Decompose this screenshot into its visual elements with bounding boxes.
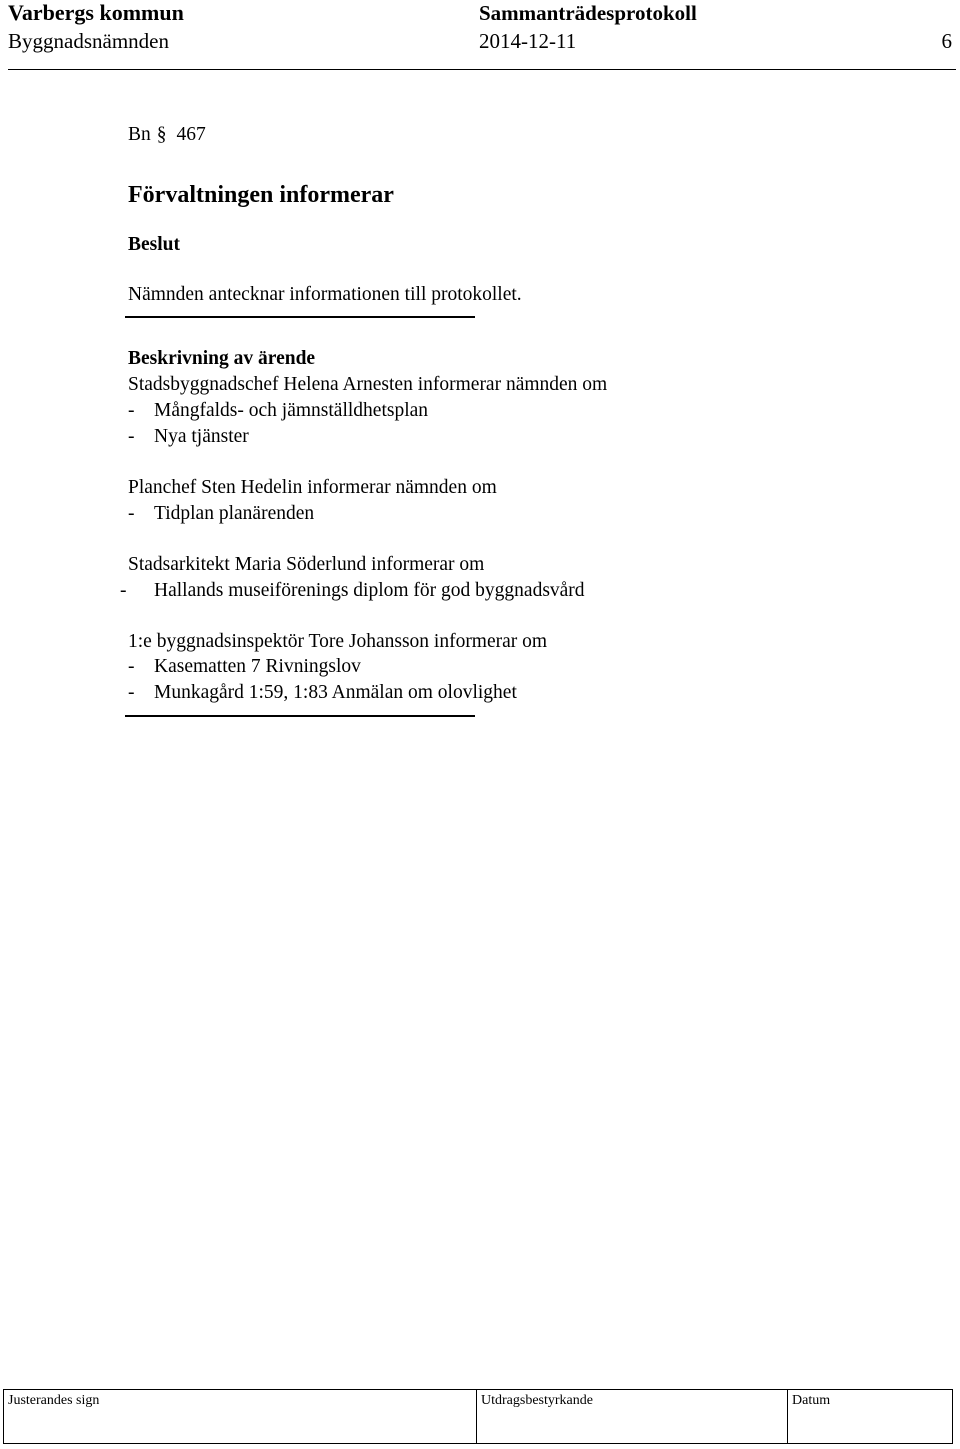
sign-label: Justerandes sign	[8, 1393, 100, 1408]
signature-table	[3, 1389, 953, 1444]
bullet-dash: -	[128, 682, 135, 703]
case-number-value: 467	[176, 124, 206, 145]
sign-cell	[4, 1390, 477, 1443]
document-type: Sammanträdesprotokoll	[479, 1, 697, 25]
list-item	[128, 501, 314, 526]
certify-cell	[477, 1390, 788, 1443]
section-symbol: §	[156, 124, 167, 145]
date-label: Datum	[792, 1393, 831, 1408]
list-item	[120, 578, 585, 603]
list-item-text: Nya tjänster	[154, 426, 249, 447]
bullet-dash: -	[128, 400, 135, 421]
description-divider	[125, 715, 475, 717]
list-item-text: Hallands museiförenings diplom för god byggnadsvård	[154, 580, 585, 601]
list-item-text: Kasematten 7 Rivningslov	[154, 656, 361, 677]
group-2-intro: Planchef Sten Hedelin informerar nämnden om	[128, 477, 497, 498]
bullet-dash: -	[120, 580, 127, 601]
group-3-intro: Stadsarkitekt Maria Söderlund informerar om	[128, 554, 485, 575]
decision-text: Nämnden antecknar informationen till protokollet.	[128, 284, 522, 305]
bullet-dash: -	[128, 503, 135, 524]
decision-divider	[125, 316, 475, 318]
header-divider	[8, 69, 956, 70]
certify-label: Utdragsbestyrkande	[481, 1393, 593, 1408]
department-name: Byggnadsnämnden	[8, 29, 169, 53]
group-1-intro: Stadsbyggnadschef Helena Arnesten informerar nämnden om	[128, 374, 608, 395]
description-heading: Beskrivning av ärende	[128, 348, 316, 369]
case-number	[128, 122, 206, 147]
case-prefix: Bn	[128, 124, 151, 145]
list-item-text: Tidplan planärenden	[154, 503, 315, 524]
page-number: 6	[941, 29, 952, 53]
organization-name: Varbergs kommun	[8, 0, 184, 25]
bullet-dash: -	[128, 656, 135, 677]
list-item	[128, 398, 428, 423]
group-4-intro: 1:e byggnadsinspektör Tore Johansson informerar om	[128, 631, 548, 652]
list-item-text: Mångfalds- och jämnställdhetsplan	[154, 400, 429, 421]
list-item	[128, 654, 361, 679]
meeting-date: 2014-12-11	[479, 29, 577, 53]
list-item	[128, 680, 517, 705]
section-title: Förvaltningen informerar	[128, 182, 394, 208]
date-cell	[788, 1390, 952, 1443]
bullet-dash: -	[128, 426, 135, 447]
list-item	[128, 424, 249, 449]
list-item-text: Munkagård 1:59, 1:83 Anmälan om olovlighet	[154, 682, 517, 703]
decision-heading: Beslut	[128, 234, 181, 255]
